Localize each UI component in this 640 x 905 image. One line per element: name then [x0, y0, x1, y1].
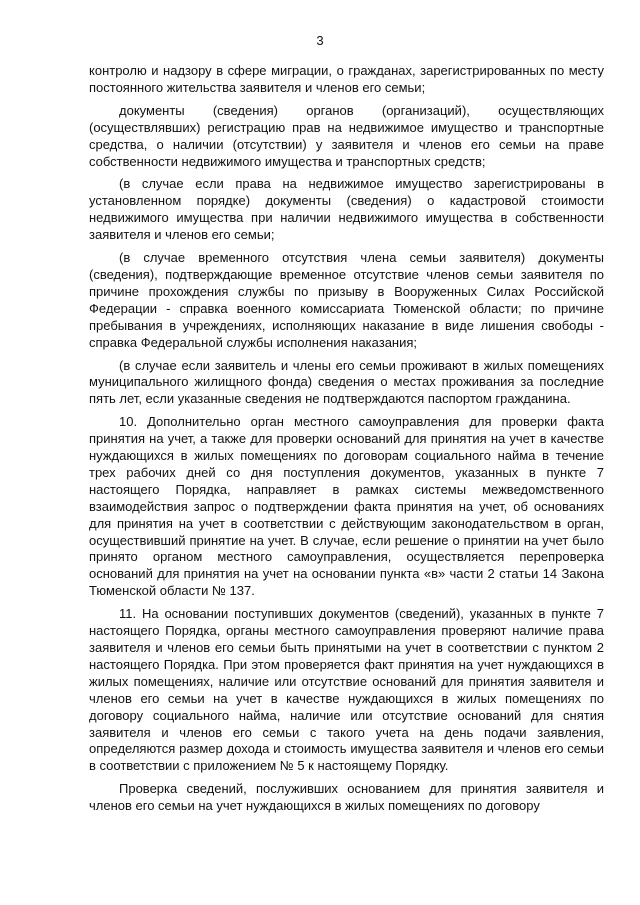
paragraph-verification: Проверка сведений, послуживших основанием для принятия заявителя и членов его семьи на учет нуждающихся в жилых помещениях по договору	[89, 781, 604, 814]
paragraph-continued: контролю и надзору в сфере миграции, о гражданах, зарегистрированных по месту постоянного жительства заявителя и членов его семьи;	[89, 63, 604, 95]
paragraph-municipal-housing: (в случае если заявитель и члены его семьи проживают в жилых помещениях муниципального жилищного фонда) сведения о местах проживания за последние пять лет, если указанные сведения не подтверждаются паспортом гражданина.	[89, 357, 604, 407]
page-number: 3	[316, 33, 324, 48]
paragraph-cadastral-value: (в случае если права на недвижимое имущество зарегистрированы в установленном порядке) документы (сведения) о кадастровой стоимости недвижимого имущества при наличии недвижимого имущества в собственности заявителя и членов его семьи;	[89, 176, 604, 243]
paragraph-item-11: 11. На основании поступивших документов (сведений), указанных в пункте 7 настоящего Порядка, органы местного самоуправления проверяют наличие права заявителя и членов его семьи быть принятыми на учет в соответствии с пунктом 2 настоящего Порядка. При этом проверяется факт принятия на учет нуждающихся в жилых помещениях, наличие или отсутствие оснований для принятия заявителя и членов его семьи на учет в качестве нуждающихся в жилых помещениях по договору социального найма, наличие или отсутствие оснований для снятия заявителя и членов его семьи с такого учета на день подачи заявления, определяются размер дохода и стоимость имущества заявителя и членов его семьи в соответствии с приложением № 5 к настоящему Порядку.	[89, 606, 604, 774]
document-body	[89, 63, 604, 821]
paragraph-property-rights-docs: документы (сведения) органов (организаций), осуществляющих (осуществлявших) регистрацию прав на недвижимое имущество и транспортные средства, о наличии (отсутствии) у заявителя и членов его семьи на праве собственности недвижимого имущества и транспортных средств;	[89, 102, 604, 169]
paragraph-temporary-absence: (в случае временного отсутствия члена семьи заявителя) документы (сведения), подтверждающие временное отсутствие членов семьи заявителя по причине прохождения службы по призыву в Вооруженных Силах Российской Федерации - справка военного комиссариата Тюменской области; по причине пребывания в учреждениях, исполняющих наказание в виде лишения свободы - справка Федеральной службы исполнения наказания;	[89, 250, 604, 350]
paragraph-item-10: 10. Дополнительно орган местного самоуправления для проверки факта принятия на учет, а также для проверки оснований для принятия на учет в качестве нуждающихся в жилых помещениях по договорам социального найма в течение трех рабочих дней со дня поступления документов, указанных в пункте 7 настоящего Порядка, направляет в рамках системы межведомственного взаимодействия запрос о подтверждении факта принятия на учет, об основаниях для принятия на учет в соответствии с действующим законодательством в орган, осуществивший принятие на учет. В случае, если решение о принятии на учет было принято органом местного самоуправления, осуществляется перепроверка оснований для принятия на учет на основании пункта «в» части 2 статьи 14 Закона Тюменской области № 137.	[89, 414, 604, 599]
